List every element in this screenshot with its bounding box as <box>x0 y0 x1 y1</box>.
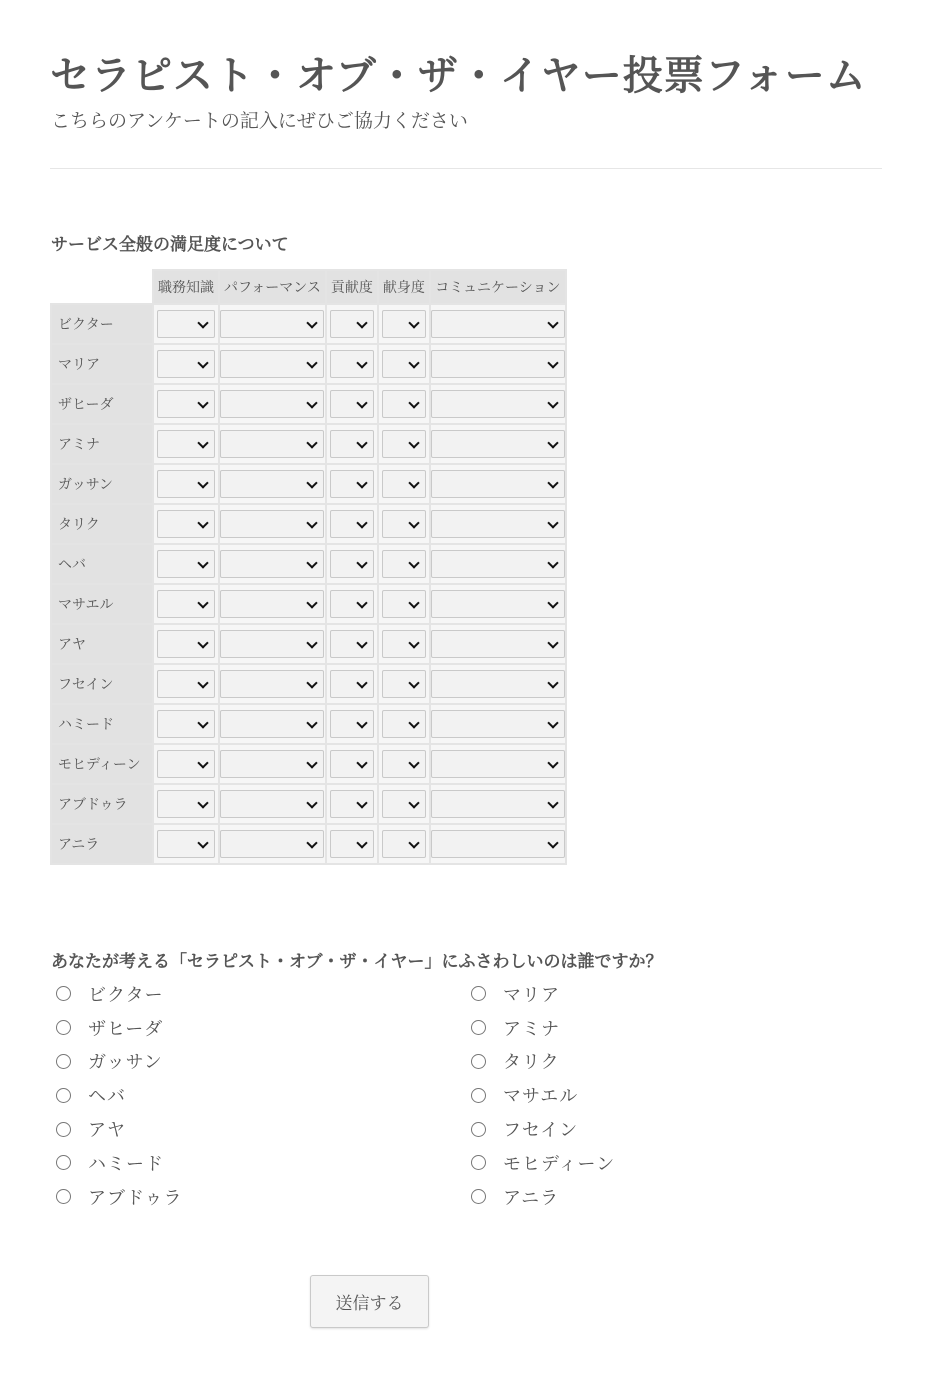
matrix-cell <box>430 464 566 504</box>
chevron-down-icon <box>307 397 318 408</box>
rating-select[interactable] <box>431 670 565 698</box>
matrix-cell <box>378 584 430 624</box>
chevron-down-icon <box>197 357 208 368</box>
matrix-row-label: アニラ <box>51 824 153 864</box>
matrix-cell <box>326 624 378 664</box>
chevron-down-icon <box>356 757 367 768</box>
rating-select[interactable] <box>382 830 426 858</box>
radio-unchecked-icon[interactable] <box>471 1020 486 1035</box>
chevron-down-icon <box>408 797 419 808</box>
rating-select[interactable] <box>220 790 324 818</box>
rating-select[interactable] <box>157 430 215 458</box>
rating-select[interactable] <box>431 590 565 618</box>
rating-select[interactable] <box>157 830 215 858</box>
rating-select[interactable] <box>431 510 565 538</box>
vote-option[interactable] <box>471 1146 796 1180</box>
matrix-cell <box>326 304 378 344</box>
rating-select[interactable] <box>220 350 324 378</box>
matrix-row-label: マサエル <box>51 584 153 624</box>
matrix-cell <box>219 624 326 664</box>
chevron-down-icon <box>408 757 419 768</box>
matrix-cell <box>430 544 566 584</box>
chevron-down-icon <box>356 597 367 608</box>
matrix-cell <box>378 664 430 704</box>
vote-question-label: あなたが考える「セラピスト・オブ・ザ・イヤー」にふさわしいのは誰ですか？ <box>51 952 663 972</box>
matrix-row-label: アミナ <box>51 424 153 464</box>
matrix-cell <box>378 384 430 424</box>
chevron-down-icon <box>547 597 558 608</box>
matrix-cell <box>153 824 219 864</box>
radio-unchecked-icon[interactable] <box>56 1088 71 1103</box>
chevron-down-icon <box>408 517 419 528</box>
chevron-down-icon <box>197 717 208 728</box>
chevron-down-icon <box>356 477 367 488</box>
matrix-cell <box>378 704 430 744</box>
chevron-down-icon <box>197 677 208 688</box>
page-title: セラピスト・オブ・ザ・イヤー投票フォーム <box>50 53 867 99</box>
matrix-row-label: ヘバ <box>51 544 153 584</box>
satisfaction-matrix <box>50 269 567 865</box>
radio-unchecked-icon[interactable] <box>56 1189 71 1204</box>
matrix-column-header: パフォーマンス <box>219 270 326 304</box>
rating-select[interactable] <box>330 590 374 618</box>
chevron-down-icon <box>307 437 318 448</box>
rating-select[interactable] <box>220 670 324 698</box>
vote-option[interactable] <box>471 1078 796 1112</box>
matrix-cell <box>378 624 430 664</box>
vote-option[interactable] <box>56 1078 471 1112</box>
rating-select[interactable] <box>330 630 374 658</box>
chevron-down-icon <box>307 477 318 488</box>
chevron-down-icon <box>356 557 367 568</box>
vote-option[interactable] <box>56 977 471 1011</box>
matrix-cell <box>153 664 219 704</box>
matrix-cell <box>153 384 219 424</box>
radio-unchecked-icon[interactable] <box>471 1054 486 1069</box>
chevron-down-icon <box>356 797 367 808</box>
rating-select[interactable] <box>382 750 426 778</box>
matrix-cell <box>219 784 326 824</box>
rating-select[interactable] <box>382 510 426 538</box>
matrix-cell <box>430 304 566 344</box>
matrix-row <box>51 424 566 464</box>
rating-select[interactable] <box>157 710 215 738</box>
vote-option[interactable] <box>471 1112 796 1146</box>
matrix-cell <box>326 664 378 704</box>
matrix-row <box>51 744 566 784</box>
matrix-cell <box>153 424 219 464</box>
radio-unchecked-icon[interactable] <box>471 1122 486 1137</box>
matrix-cell <box>430 704 566 744</box>
rating-select[interactable] <box>431 470 565 498</box>
matrix-cell <box>326 504 378 544</box>
matrix-cell <box>378 304 430 344</box>
chevron-down-icon <box>197 837 208 848</box>
vote-option[interactable] <box>56 1146 471 1180</box>
matrix-cell <box>378 824 430 864</box>
chevron-down-icon <box>307 557 318 568</box>
matrix-cell <box>430 624 566 664</box>
matrix-row-label: ビクター <box>51 304 153 344</box>
matrix-row-label: アブドゥラ <box>51 784 153 824</box>
chevron-down-icon <box>547 797 558 808</box>
chevron-down-icon <box>408 637 419 648</box>
matrix-cell <box>326 824 378 864</box>
chevron-down-icon <box>408 317 419 328</box>
chevron-down-icon <box>307 517 318 528</box>
chevron-down-icon <box>197 597 208 608</box>
rating-select[interactable] <box>220 710 324 738</box>
chevron-down-icon <box>547 437 558 448</box>
vote-option[interactable] <box>471 1045 796 1079</box>
matrix-cell <box>153 784 219 824</box>
rating-select[interactable] <box>220 550 324 578</box>
matrix-cell <box>378 424 430 464</box>
matrix-row-label: フセイン <box>51 664 153 704</box>
radio-unchecked-icon[interactable] <box>56 1155 71 1170</box>
rating-select[interactable] <box>382 350 426 378</box>
rating-select[interactable] <box>330 670 374 698</box>
matrix-column-header: コミュニケーション <box>430 270 566 304</box>
rating-select[interactable] <box>330 790 374 818</box>
matrix-cell <box>430 784 566 824</box>
chevron-down-icon <box>197 317 208 328</box>
matrix-cell <box>219 584 326 624</box>
matrix-cell <box>326 424 378 464</box>
matrix-cell <box>153 584 219 624</box>
chevron-down-icon <box>197 637 208 648</box>
matrix-cell <box>153 304 219 344</box>
rating-select[interactable] <box>431 350 565 378</box>
rating-select[interactable] <box>431 750 565 778</box>
chevron-down-icon <box>307 637 318 648</box>
chevron-down-icon <box>307 797 318 808</box>
matrix-cell <box>326 464 378 504</box>
vote-option[interactable] <box>56 1180 471 1214</box>
matrix-row <box>51 664 566 704</box>
matrix-row <box>51 544 566 584</box>
chevron-down-icon <box>356 517 367 528</box>
vote-option-label: マサエル <box>503 1086 579 1108</box>
vote-option-label: ガッサン <box>88 1052 163 1074</box>
matrix-cell <box>219 504 326 544</box>
rating-select[interactable] <box>382 710 426 738</box>
matrix-cell <box>219 304 326 344</box>
vote-option-label: タリク <box>503 1052 560 1074</box>
vote-option-label: フセイン <box>503 1120 579 1142</box>
rating-select[interactable] <box>330 430 374 458</box>
chevron-down-icon <box>547 677 558 688</box>
rating-select[interactable] <box>220 310 324 338</box>
matrix-cell <box>153 704 219 744</box>
rating-select[interactable] <box>157 750 215 778</box>
matrix-row-label: ザヒーダ <box>51 384 153 424</box>
vote-option-label: アニラ <box>503 1187 560 1209</box>
rating-select[interactable] <box>431 710 565 738</box>
rating-select[interactable] <box>330 750 374 778</box>
matrix-row <box>51 464 566 504</box>
matrix-cell <box>326 584 378 624</box>
chevron-down-icon <box>307 597 318 608</box>
matrix-cell <box>430 664 566 704</box>
matrix-row <box>51 784 566 824</box>
chevron-down-icon <box>408 677 419 688</box>
rating-select[interactable] <box>220 430 324 458</box>
rating-select[interactable] <box>220 830 324 858</box>
rating-select[interactable] <box>157 390 215 418</box>
matrix-row-label: モヒディーン <box>51 744 153 784</box>
vote-option-label: ザヒーダ <box>88 1018 164 1040</box>
chevron-down-icon <box>547 557 558 568</box>
matrix-cell <box>219 664 326 704</box>
chevron-down-icon <box>356 397 367 408</box>
rating-select[interactable] <box>382 630 426 658</box>
chevron-down-icon <box>356 317 367 328</box>
rating-select[interactable] <box>330 710 374 738</box>
vote-option[interactable] <box>471 977 796 1011</box>
matrix-row-label: マリア <box>51 344 153 384</box>
matrix-cell <box>378 504 430 544</box>
chevron-down-icon <box>197 757 208 768</box>
header-divider <box>50 168 882 169</box>
chevron-down-icon <box>356 717 367 728</box>
rating-select[interactable] <box>157 670 215 698</box>
chevron-down-icon <box>408 597 419 608</box>
rating-select[interactable] <box>431 630 565 658</box>
submit-button[interactable]: 送信する <box>310 1275 429 1328</box>
chevron-down-icon <box>356 357 367 368</box>
rating-select[interactable] <box>220 750 324 778</box>
chevron-down-icon <box>408 477 419 488</box>
matrix-cell <box>430 504 566 544</box>
matrix-cell <box>219 424 326 464</box>
matrix-cell <box>430 744 566 784</box>
rating-select[interactable] <box>431 430 565 458</box>
matrix-cell <box>378 744 430 784</box>
matrix-row <box>51 384 566 424</box>
matrix-row <box>51 824 566 864</box>
rating-select[interactable] <box>431 390 565 418</box>
chevron-down-icon <box>197 797 208 808</box>
vote-option-label: アミナ <box>503 1018 560 1040</box>
vote-option-label: ヘバ <box>88 1086 126 1108</box>
matrix-row <box>51 304 566 344</box>
chevron-down-icon <box>307 357 318 368</box>
matrix-column-header: 貢献度 <box>326 270 378 304</box>
chevron-down-icon <box>547 317 558 328</box>
rating-select[interactable] <box>220 390 324 418</box>
matrix-cell <box>219 704 326 744</box>
rating-select[interactable] <box>382 590 426 618</box>
chevron-down-icon <box>356 677 367 688</box>
chevron-down-icon <box>356 437 367 448</box>
matrix-column-header: 職務知識 <box>153 270 219 304</box>
matrix-cell <box>430 344 566 384</box>
rating-select[interactable] <box>157 590 215 618</box>
rating-select[interactable] <box>382 390 426 418</box>
radio-unchecked-icon[interactable] <box>471 1155 486 1170</box>
matrix-question-label: サービス全般の満足度について <box>51 235 289 255</box>
chevron-down-icon <box>408 557 419 568</box>
rating-select[interactable] <box>330 310 374 338</box>
chevron-down-icon <box>408 837 419 848</box>
rating-select[interactable] <box>157 310 215 338</box>
radio-unchecked-icon[interactable] <box>56 1054 71 1069</box>
matrix-row-label: タリク <box>51 504 153 544</box>
chevron-down-icon <box>197 477 208 488</box>
matrix-cell <box>326 544 378 584</box>
rating-select[interactable] <box>157 630 215 658</box>
matrix-cell <box>430 584 566 624</box>
matrix-cell <box>153 504 219 544</box>
matrix-corner <box>51 270 153 304</box>
matrix-row <box>51 704 566 744</box>
chevron-down-icon <box>307 757 318 768</box>
matrix-cell <box>378 344 430 384</box>
chevron-down-icon <box>307 837 318 848</box>
page-subtitle: こちらのアンケートの記入にぜひご協力ください <box>51 110 468 132</box>
matrix-cell <box>326 704 378 744</box>
radio-unchecked-icon[interactable] <box>471 1189 486 1204</box>
rating-select[interactable] <box>157 350 215 378</box>
rating-select[interactable] <box>382 550 426 578</box>
matrix-cell <box>219 544 326 584</box>
vote-option[interactable] <box>56 1112 471 1146</box>
matrix-cell <box>219 464 326 504</box>
vote-option[interactable] <box>471 1011 796 1045</box>
matrix-cell <box>153 344 219 384</box>
rating-select[interactable] <box>157 550 215 578</box>
matrix-cell <box>219 344 326 384</box>
rating-select[interactable] <box>431 310 565 338</box>
rating-select[interactable] <box>382 310 426 338</box>
matrix-row-label: ガッサン <box>51 464 153 504</box>
matrix-cell <box>326 344 378 384</box>
rating-select[interactable] <box>431 790 565 818</box>
chevron-down-icon <box>547 397 558 408</box>
matrix-row-label: アヤ <box>51 624 153 664</box>
matrix-cell <box>326 784 378 824</box>
chevron-down-icon <box>197 397 208 408</box>
radio-unchecked-icon[interactable] <box>56 1122 71 1137</box>
vote-option[interactable] <box>471 1180 796 1214</box>
matrix-cell <box>430 424 566 464</box>
chevron-down-icon <box>408 717 419 728</box>
chevron-down-icon <box>356 837 367 848</box>
rating-select[interactable] <box>431 830 565 858</box>
matrix-cell <box>219 384 326 424</box>
rating-select[interactable] <box>330 830 374 858</box>
rating-select[interactable] <box>220 630 324 658</box>
radio-unchecked-icon[interactable] <box>56 1020 71 1035</box>
rating-select[interactable] <box>220 510 324 538</box>
chevron-down-icon <box>307 317 318 328</box>
vote-option-label: マリア <box>503 984 560 1006</box>
matrix-cell <box>378 544 430 584</box>
chevron-down-icon <box>547 757 558 768</box>
matrix-row-label: ハミード <box>51 704 153 744</box>
chevron-down-icon <box>197 517 208 528</box>
rating-select[interactable] <box>330 550 374 578</box>
vote-option-label: ハミード <box>88 1153 164 1175</box>
matrix-row <box>51 504 566 544</box>
rating-select[interactable] <box>431 550 565 578</box>
vote-option-label: ビクター <box>88 984 164 1006</box>
rating-select[interactable] <box>382 430 426 458</box>
vote-option[interactable] <box>56 1045 471 1079</box>
chevron-down-icon <box>547 717 558 728</box>
matrix-cell <box>326 744 378 784</box>
chevron-down-icon <box>547 637 558 648</box>
chevron-down-icon <box>356 637 367 648</box>
chevron-down-icon <box>408 437 419 448</box>
vote-option-label: アブドゥラ <box>88 1187 183 1209</box>
rating-select[interactable] <box>157 790 215 818</box>
chevron-down-icon <box>408 357 419 368</box>
chevron-down-icon <box>197 437 208 448</box>
radio-unchecked-icon[interactable] <box>471 986 486 1001</box>
rating-select[interactable] <box>330 390 374 418</box>
chevron-down-icon <box>547 837 558 848</box>
vote-options <box>56 977 796 1214</box>
chevron-down-icon <box>547 357 558 368</box>
matrix-row <box>51 584 566 624</box>
matrix-cell <box>153 744 219 784</box>
matrix-cell <box>430 384 566 424</box>
chevron-down-icon <box>197 557 208 568</box>
matrix-row <box>51 624 566 664</box>
matrix-cell <box>326 384 378 424</box>
matrix-cell <box>219 824 326 864</box>
matrix-cell <box>153 544 219 584</box>
matrix-cell <box>378 464 430 504</box>
matrix-row <box>51 344 566 384</box>
rating-select[interactable] <box>157 510 215 538</box>
matrix-cell <box>378 784 430 824</box>
matrix-cell <box>153 624 219 664</box>
rating-select[interactable] <box>330 470 374 498</box>
chevron-down-icon <box>307 717 318 728</box>
rating-select[interactable] <box>330 510 374 538</box>
chevron-down-icon <box>547 517 558 528</box>
matrix-column-header: 献身度 <box>378 270 430 304</box>
rating-select[interactable] <box>220 470 324 498</box>
radio-unchecked-icon[interactable] <box>56 986 71 1001</box>
rating-select[interactable] <box>382 470 426 498</box>
matrix-cell <box>153 464 219 504</box>
chevron-down-icon <box>547 477 558 488</box>
matrix-cell <box>430 824 566 864</box>
chevron-down-icon <box>307 677 318 688</box>
matrix-cell <box>219 744 326 784</box>
rating-select[interactable] <box>220 590 324 618</box>
rating-select[interactable] <box>330 350 374 378</box>
radio-unchecked-icon[interactable] <box>471 1088 486 1103</box>
vote-option-label: アヤ <box>88 1120 126 1142</box>
chevron-down-icon <box>408 397 419 408</box>
rating-select[interactable] <box>382 670 426 698</box>
vote-option-label: モヒディーン <box>503 1153 616 1175</box>
rating-select[interactable] <box>382 790 426 818</box>
vote-option[interactable] <box>56 1011 471 1045</box>
rating-select[interactable] <box>157 470 215 498</box>
